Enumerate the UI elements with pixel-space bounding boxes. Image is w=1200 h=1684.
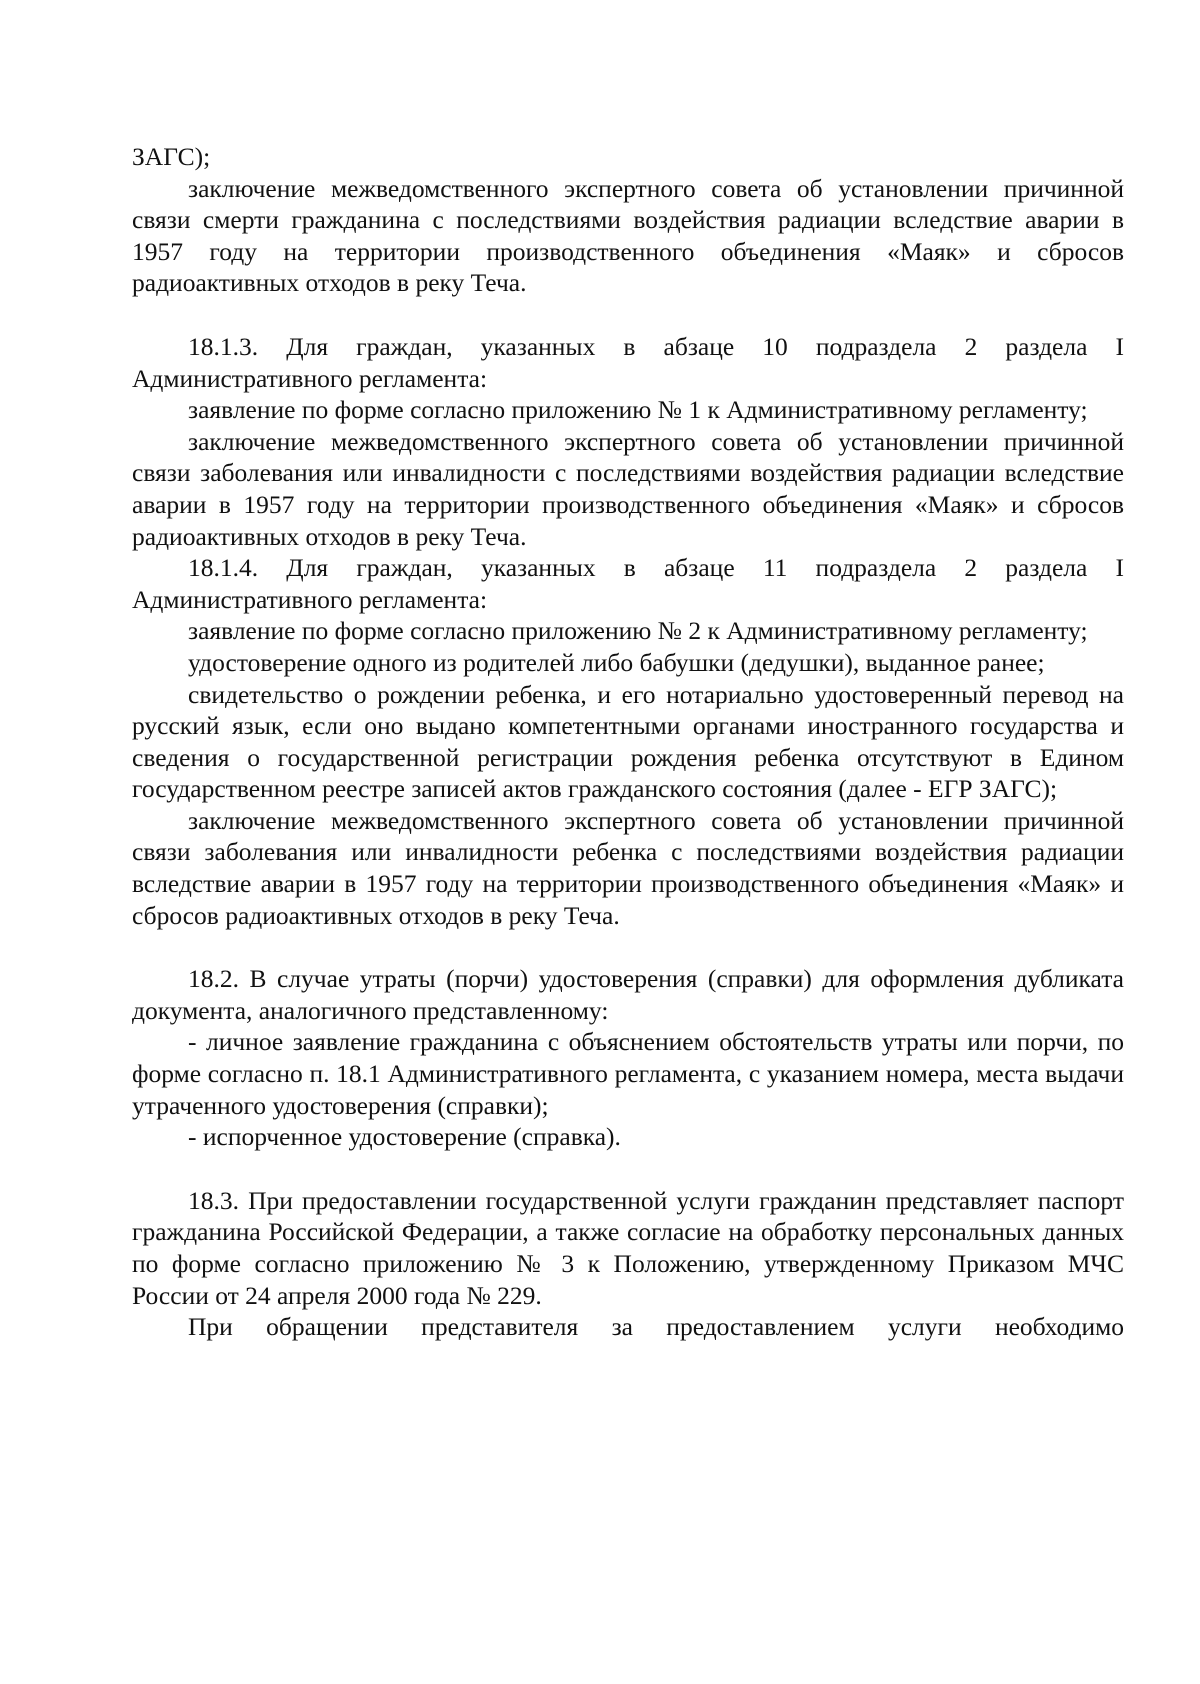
paragraph-18-1-4: 18.1.4. Для граждан, указанных в абзаце 11 подраздела 2 раздела I Административного регламента: [132, 553, 1124, 614]
paragraph-conclusion-death: заключение межведомственного экспертного совета об установлении причинной связи смерти гражданина с последствиями воздействия радиации вследствие аварии в 1957 году на территории производственного объединения «Маяк» и сбросов радиоактивных отходов в реку Теча. [132, 173, 1124, 298]
paragraph-18-3: 18.3. При предоставлении государственной услуги гражданин представляет паспорт гражданина Российской Федерации, а также согласие на обработку персональных данных по форме согласно приложению № 3 к Положению, утвержденному Приказом МЧС России от 24 апреля 2000 года № 229. [132, 1185, 1124, 1310]
paragraph-18-1-3: 18.1.3. Для граждан, указанных в абзаце 10 подраздела 2 раздела I Административного регламента: [132, 331, 1124, 393]
paragraph-personal-statement: - личное заявление гражданина с объяснением обстоятельств утраты или порчи, по форме согласно п. 18.1 Административного регламента, с указанием номера, места выдачи утраченного удостоверения (справки); [132, 1027, 1124, 1120]
paragraph-birth-certificate: свидетельство о рождении ребенка, и его нотариально удостоверенный перевод на русский язык, если оно выдано компетентными органами иностранного государства и сведения о государственной регистрации рождения ребенка отсутствуют в Едином государственном реестре записей актов гражданского состояния (далее - ЕГР ЗАГС); [132, 679, 1124, 804]
paragraph-conclusion-child: заключение межведомственного экспертного совета об установлении причинной связи заболевания или инвалидности ребенка с последствиями воздействия радиации вследствие аварии в 1957 году на территории производственного объединения «Маяк» и сбросов радиоактивных отходов в реку Теча. [132, 805, 1124, 930]
paragraph-conclusion-disease: заключение межведомственного экспертного совета об установлении причинной связи заболевания или инвалидности с последствиями воздействия радиации вследствие аварии в 1957 году на территории производственного объединения «Маяк» и сбросов радиоактивных отходов в реку Теча. [132, 426, 1124, 551]
paragraph-zags-fragment: ЗАГС); [132, 142, 211, 171]
paragraph-representative: При обращении представителя за предоставлением услуги необходимо [188, 1312, 1124, 1342]
paragraph-spacer [132, 931, 1124, 963]
paragraph-parent-certificate: удостоверение одного из родителей либо бабушки (дедушки), выданное ранее; [188, 647, 1045, 677]
paragraph-spacer [132, 299, 1124, 331]
paragraph-spacer [132, 1153, 1124, 1185]
document-body [132, 141, 1124, 1343]
paragraph-damaged-certificate: - испорченное удостоверение (справка). [188, 1122, 621, 1152]
paragraph-application-form-1: заявление по форме согласно приложению № 1 к Административному регламенту; [188, 395, 1088, 425]
paragraph-application-form-2: заявление по форме согласно приложению № 2 к Административному регламенту; [188, 616, 1088, 646]
paragraph-18-2: 18.2. В случае утраты (порчи) удостоверения (справки) для оформления дубликата документа, аналогичного представленному: [132, 964, 1124, 1025]
